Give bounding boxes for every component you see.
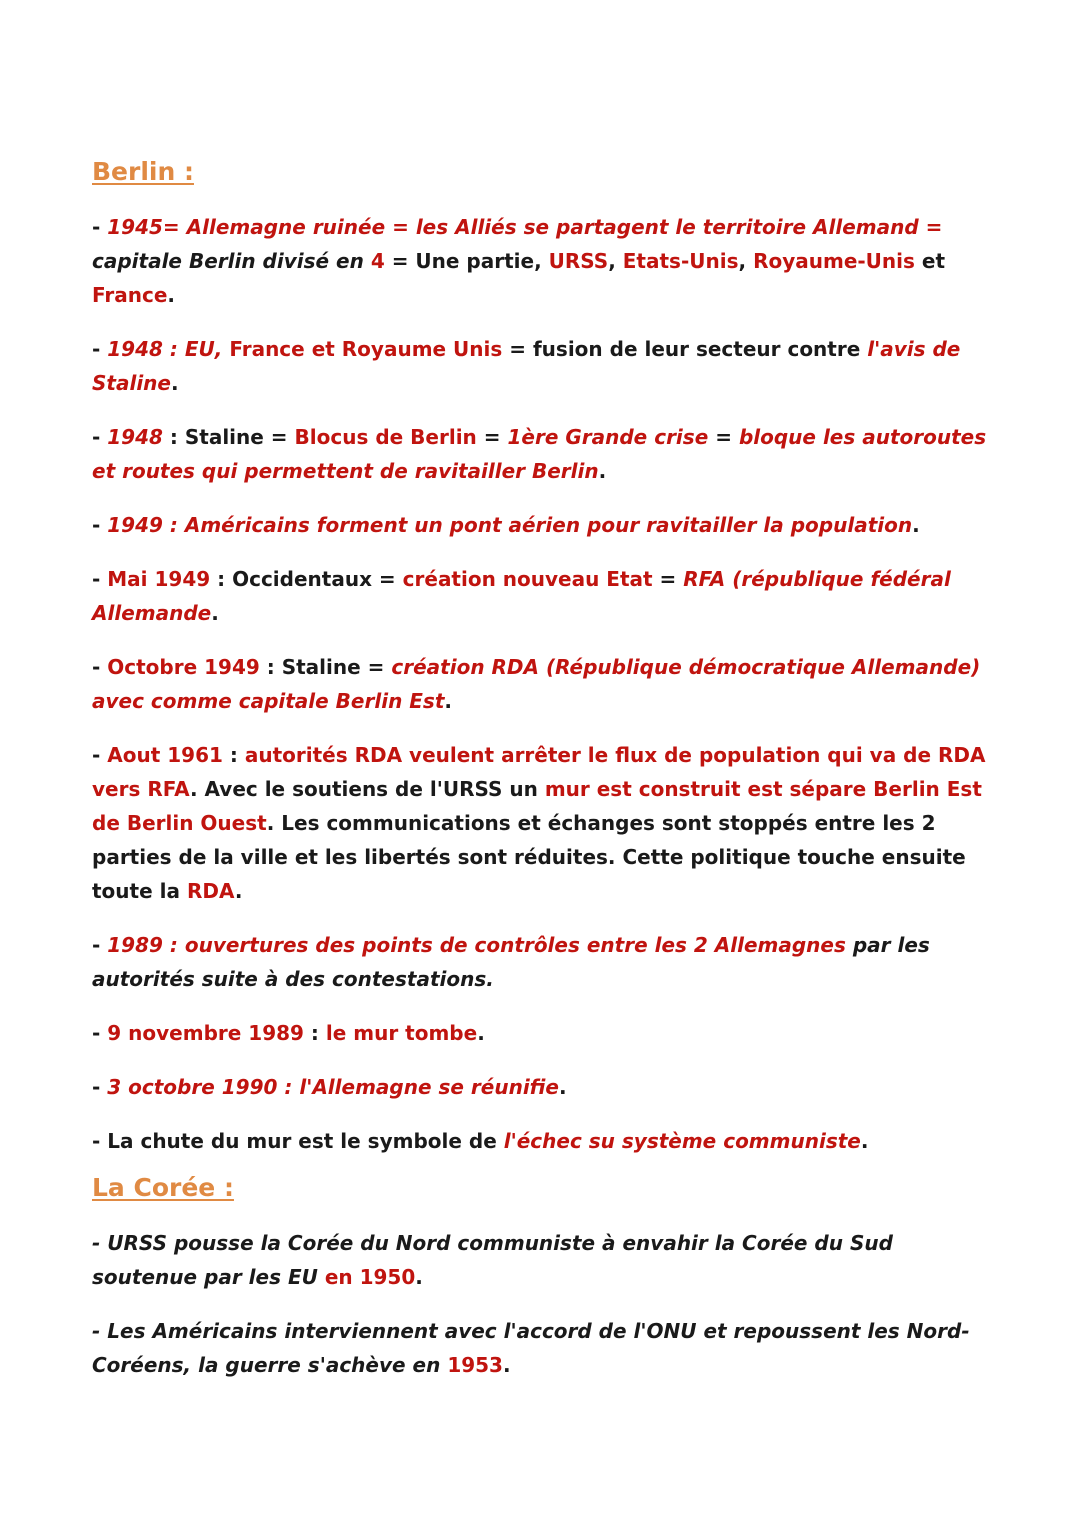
highlighted-text: 3 octobre 1990 : l'Allemagne se réunifie (107, 1075, 559, 1099)
bullet-paragraph (92, 650, 992, 718)
body-text: - Les Américains interviennent avec l'accord de l'ONU et repoussent les Nord-Coréens, la guerre s'achève en (92, 1319, 970, 1377)
bullet-paragraph (92, 1314, 992, 1382)
body-text: - (92, 655, 108, 679)
highlighted-text: RFA (république fédéral Allemande (92, 567, 951, 625)
body-text: . (170, 371, 179, 395)
highlighted-text: création RDA (République démocratique Allemande) avec comme capitale Berlin Est (92, 655, 981, 713)
highlighted-text: autorités RDA veulent arrêter le flux de population qui va de RDA vers RFA (92, 743, 986, 801)
highlighted-text: Blocus de Berlin (294, 425, 477, 449)
body-text: . (444, 689, 453, 713)
bullet-paragraph (92, 1226, 992, 1294)
body-text: , (608, 249, 623, 273)
highlighted-text: Royaume-Unis (753, 249, 915, 273)
body-text: . (860, 1129, 869, 1153)
highlighted-text: 1945= Allemagne ruinée = les Alliés se partagent le territoire Allemand = (107, 215, 943, 239)
bullet-paragraph (92, 1070, 992, 1104)
highlighted-text: Aout 1961 (107, 743, 223, 767)
body-text: : Occidentaux = (210, 567, 403, 591)
body-text: , (738, 249, 754, 273)
highlighted-text: l'avis de Staline (92, 337, 961, 395)
highlighted-text: mur est construit est sépare Berlin Est de Berlin Ouest (92, 777, 982, 835)
body-text: - URSS pousse la Corée du Nord communiste à envahir la Corée du Sud soutenue par les EU (92, 1231, 893, 1289)
body-text: . (558, 1075, 567, 1099)
body-text: capitale Berlin divisé en (92, 249, 371, 273)
body-text: = (476, 425, 508, 449)
highlighted-text: l'échec su système communiste (503, 1129, 861, 1153)
body-text: : Staline = (259, 655, 392, 679)
highlighted-text: le mur tombe (325, 1021, 478, 1045)
body-text: - (92, 1021, 108, 1045)
body-text: : Staline = (162, 425, 295, 449)
body-text: - (92, 1075, 108, 1099)
section-body-coree (92, 1226, 992, 1382)
highlighted-text: 9 novembre 1989 (107, 1021, 304, 1045)
highlighted-text: création nouveau Etat (402, 567, 653, 591)
highlighted-text: URSS (548, 249, 609, 273)
body-text: - (92, 513, 108, 537)
bullet-paragraph (92, 332, 992, 400)
highlighted-text: 1953 (447, 1353, 503, 1377)
body-text: - (92, 215, 108, 239)
body-text: - (92, 933, 108, 957)
body-text: = fusion de leur secteur contre (502, 337, 868, 361)
body-text: . Les communications et échanges sont stoppés entre les 2 parties de la ville et les libertés sont réduites. Cette politique touche ensuite toute la (92, 811, 966, 903)
highlighted-text: Octobre 1949 (107, 655, 260, 679)
highlighted-text: Etats-Unis (622, 249, 739, 273)
body-text: : (222, 743, 245, 767)
bullet-paragraph (92, 420, 992, 488)
highlighted-text: bloque les autoroutes et routes qui permettent de ravitailler Berlin (92, 425, 987, 483)
highlighted-text: France et Royaume Unis (229, 337, 503, 361)
highlighted-text: 1ère Grande crise (507, 425, 709, 449)
body-text: - (92, 743, 108, 767)
highlighted-text: 1948 : EU, (107, 337, 230, 361)
body-text: . (211, 601, 219, 625)
highlighted-text: 4 (370, 249, 385, 273)
highlighted-text: Mai 1949 (107, 567, 211, 591)
body-text: et (914, 249, 946, 273)
bullet-paragraph (92, 508, 992, 542)
body-text: - (92, 567, 108, 591)
highlighted-text: 1949 : Américains forment un pont aérien pour ravitailler la population (107, 513, 913, 537)
body-text: = (652, 567, 684, 591)
highlighted-text: 1948 (107, 425, 163, 449)
bullet-paragraph (92, 1016, 992, 1050)
body-text: - La chute du mur est le symbole de (92, 1129, 504, 1153)
body-text: . (912, 513, 920, 537)
section-heading-berlin: Berlin : (92, 157, 194, 186)
body-text: . (415, 1265, 423, 1289)
section-heading-coree: La Corée : (92, 1173, 234, 1202)
document-page (92, 152, 992, 1382)
body-text: : (303, 1021, 326, 1045)
bullet-paragraph (92, 210, 992, 312)
section-body-berlin (92, 210, 992, 1158)
body-text: . (167, 283, 176, 307)
body-text: . (234, 879, 243, 903)
body-text: . (502, 1353, 511, 1377)
highlighted-text: France (92, 283, 168, 307)
bullet-paragraph (92, 562, 992, 630)
body-text: . (598, 459, 607, 483)
body-text: - (92, 337, 108, 361)
bullet-paragraph (92, 928, 992, 996)
bullet-paragraph (92, 738, 992, 908)
body-text: = (708, 425, 739, 449)
highlighted-text: 1989 : ouvertures des points de contrôles entre les 2 Allemagnes (107, 933, 846, 957)
body-text: par les autorités suite à des contestations. (92, 933, 930, 991)
highlighted-text: en 1950 (324, 1265, 416, 1289)
body-text: . Avec le soutiens de l'URSS un (189, 777, 545, 801)
bullet-paragraph (92, 1124, 992, 1158)
body-text: . (477, 1021, 485, 1045)
body-text: = Une partie, (384, 249, 549, 273)
highlighted-text: RDA (186, 879, 235, 903)
body-text: - (92, 425, 108, 449)
